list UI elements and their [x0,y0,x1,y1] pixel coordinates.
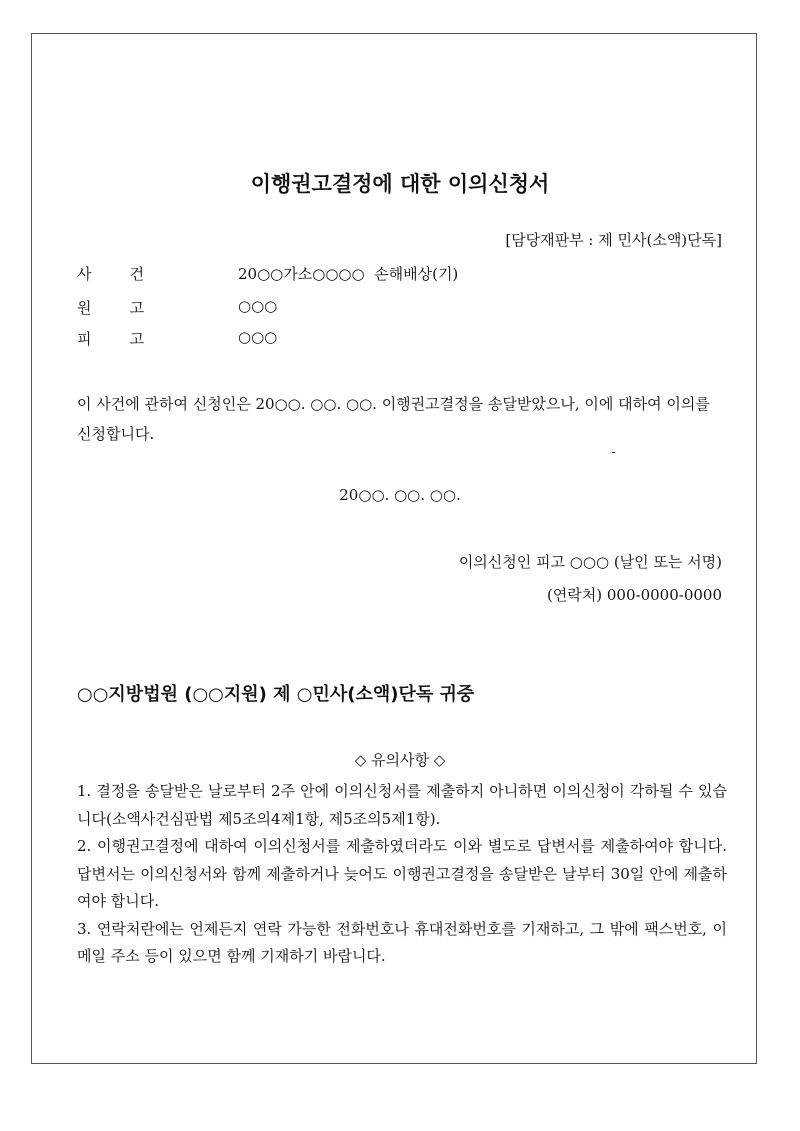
signature-line: 이의신청인 피고 ○○○ (날인 또는 서명) [458,553,722,571]
note-item: 2. 이행권고결정에 대하여 이의신청서를 제출하였더라도 이와 별도로 답변서를 제출하여야 합니다. 답변서는 이의신청서와 함께 제출하거나 늦어도 이행권고결정을 송달받은 날부터 30일 안에 제출하여야 합니다. [77,837,727,910]
plaintiff-value: ○○○ [238,297,278,315]
case-label: 사 건 [77,265,145,283]
body-paragraph: 이 사건에 관하여 신청인은 20○○. ○○. ○○. 이행권고결정을 송달받았으나, 이에 대하여 이의를 신청합니다. [77,395,710,443]
court-addressee: ○○지방법원 (○○지원) 제 ○민사(소액)단독 귀중 [77,684,475,705]
note-item: 3. 연락처란에는 언제든지 연락 가능한 전화번호나 휴대전화번호를 기재하고, 그 밖에 팩스번호, 이메일 주소 등이 있으면 함께 기재하기 바랍니다. [77,919,727,965]
defendant-value: ○○○ [238,328,278,346]
filing-date: 20○○. ○○. ○○. [339,486,461,504]
document-title: 이행권고결정에 대한 이의신청서 [250,172,550,196]
notes-list [77,778,727,971]
plaintiff-label: 원 고 [77,299,145,317]
contact-line: (연락처) 000-0000-0000 [546,586,722,604]
stray-mark [612,452,615,453]
case-value: 20○○가소○○○○ 손해배상(기) [238,265,459,283]
notes-title: ◇ 유의사항 ◇ [354,751,446,769]
note-item: 1. 결정을 송달받은 날로부터 2주 안에 이의신청서를 제출하지 아니하면 이의신청이 각하될 수 있습니다(소액사건심판법 제5조의4제1항, 제5조의5제1항). [77,782,727,828]
defendant-label: 피 고 [77,330,145,348]
department-line: [담당재판부 : 제 민사(소액)단독] [505,231,722,249]
